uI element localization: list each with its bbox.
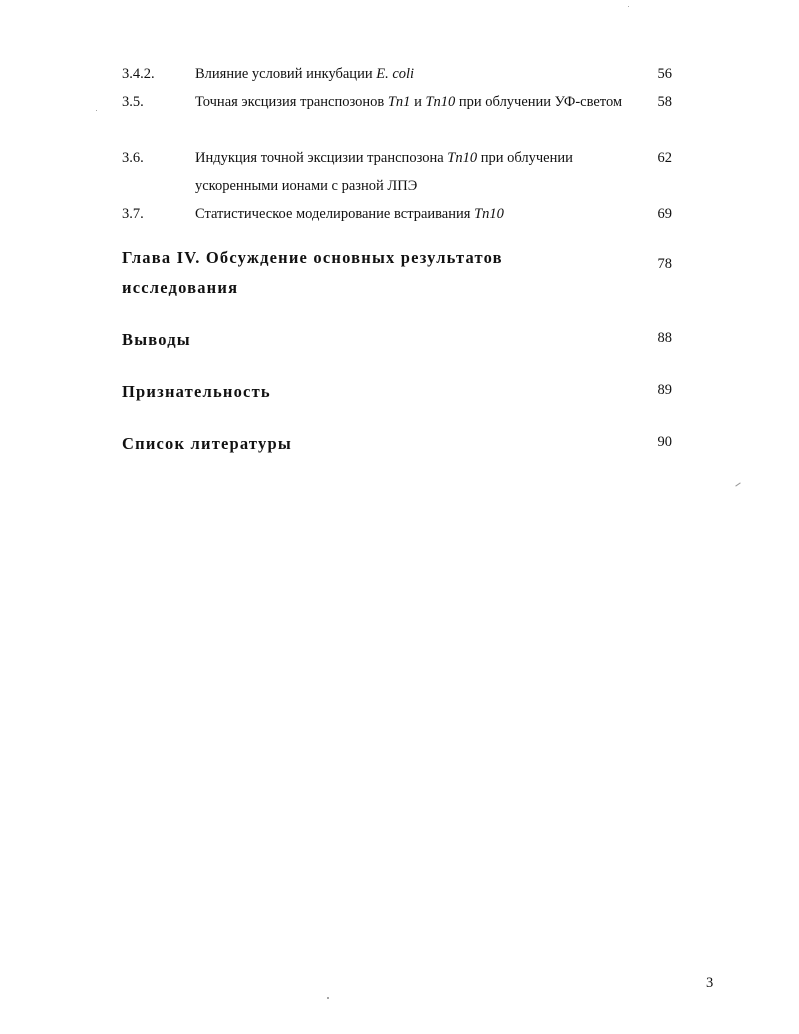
page-number: 3 — [706, 975, 714, 991]
toc-chapter-title: Выводы — [122, 330, 191, 349]
title-italic: Tn10 — [425, 94, 456, 110]
toc-section-page: 56 — [657, 66, 672, 82]
scan-speck — [327, 997, 329, 999]
title-text: при облучении ускоренными ионами с разной ЛПЭ — [195, 150, 573, 194]
toc-chapter-page: 89 — [657, 382, 672, 398]
toc-section-title — [195, 60, 635, 88]
title-italic: Tn1 — [387, 94, 411, 110]
title-text: Индукция точной эксцизии транспозона — [195, 150, 448, 166]
toc-chapter-page: 88 — [657, 330, 672, 346]
title-italic: Tn10 — [447, 150, 478, 166]
toc-section-number: 3.6. — [122, 150, 144, 166]
toc-section-number: 3.4.2. — [122, 66, 155, 82]
title-text: при облучении УФ-светом — [455, 94, 623, 110]
title-text: Точная эксцизия транспозонов — [195, 94, 388, 110]
scan-speck — [96, 110, 97, 111]
toc-section-title — [195, 144, 635, 200]
title-text: Статистическое моделирование встраивания — [195, 206, 475, 222]
toc-section-number: 3.5. — [122, 94, 144, 110]
toc-chapter-title: Список литературы — [122, 434, 292, 453]
toc-chapter-title: Глава IV. Обсуждение основных результатов исследования — [122, 248, 503, 297]
toc-section-number: 3.7. — [122, 206, 144, 222]
toc-section-title — [195, 88, 635, 116]
title-italic: Tn10 — [474, 206, 504, 222]
toc-section-page: 62 — [657, 150, 672, 166]
title-text: и — [410, 94, 426, 110]
toc-chapter-page: 78 — [657, 256, 672, 272]
toc-section-page: 69 — [657, 206, 672, 222]
title-italic: E. coli — [376, 66, 415, 82]
toc-section-title — [195, 200, 635, 228]
scan-mark — [735, 482, 740, 486]
scan-speck — [628, 6, 629, 7]
toc-chapter-title: Признательность — [122, 382, 271, 401]
toc-chapter-page: 90 — [657, 434, 672, 450]
title-text: Влияние условий инкубации — [195, 66, 377, 82]
toc-section-page: 58 — [657, 94, 672, 110]
